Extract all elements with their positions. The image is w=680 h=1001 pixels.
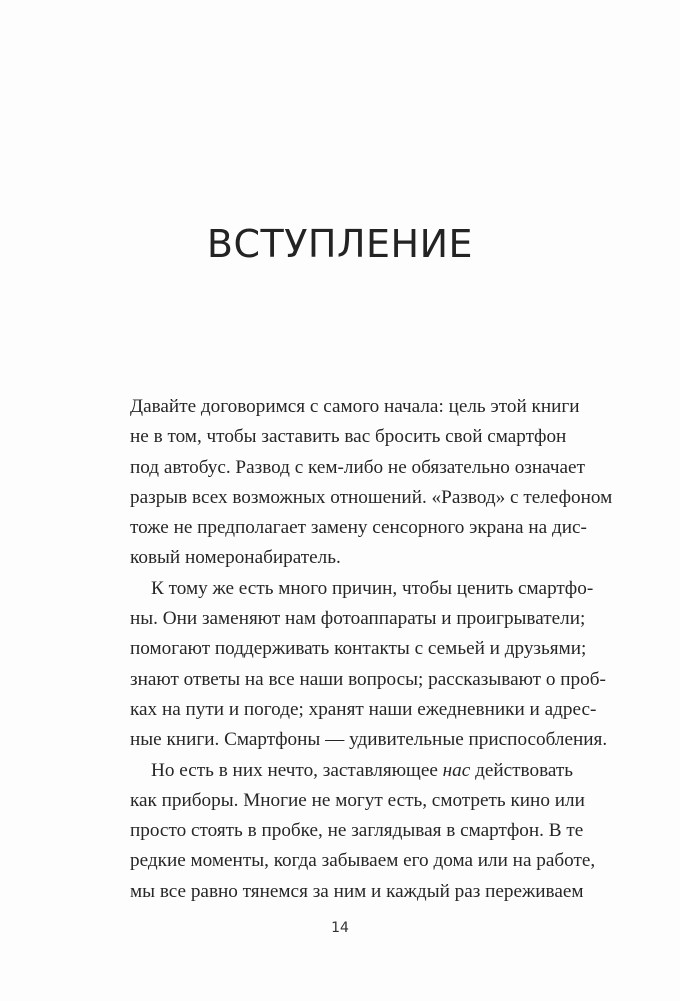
text-line: тоже не предполагает замену сенсорного экрана на дис-	[130, 517, 587, 539]
text-line: Давайте договоримся с самого начала: цель этой книги	[130, 396, 580, 417]
text-line: не в том, чтобы заставить вас бросить свой смартфон	[130, 426, 567, 448]
text-line: мы все равно тянемся за ним и каждый раз переживаем	[130, 880, 584, 902]
text-line: ках на пути и погоде; хранят наши ежедневники и адрес-	[130, 698, 597, 720]
text-line: ные книги. Смартфоны — удивительные приспособления.	[130, 729, 608, 751]
text-line: как приборы. Многие не могут есть, смотреть кино или	[130, 789, 585, 811]
text-line: ны. Они заменяют нам фотоаппараты и проигрыватели;	[130, 608, 586, 630]
text-line	[130, 756, 574, 786]
text-line: разрыв всех возможных отношений. «Развод» с телефоном	[130, 486, 613, 508]
text-line: К тому же есть много причин, чтобы ценить смартфо-	[151, 577, 594, 599]
text-line: ковый номеронабиратель.	[130, 547, 341, 569]
text-line: знают ответы на все наши вопросы; рассказывают о проб-	[130, 668, 606, 690]
emphasis-text: нас	[442, 759, 471, 781]
text-line: просто стоять в пробке, не заглядывая в смартфон. В те	[130, 820, 584, 842]
page-number: 14	[331, 920, 349, 936]
text-line: под автобус. Развод с кем-либо не обязательно означает	[130, 456, 585, 478]
text-span: действовать	[470, 759, 574, 781]
text-line: помогают поддерживать контакты с семьей и друзьями;	[130, 638, 587, 660]
body-text	[130, 392, 613, 907]
chapter-title: ВСТУПЛЕНИЕ	[206, 222, 474, 266]
text-span: Но есть в них нечто, заставляющее	[151, 759, 443, 781]
text-line: редкие моменты, когда забываем его дома или на работе,	[130, 850, 596, 872]
